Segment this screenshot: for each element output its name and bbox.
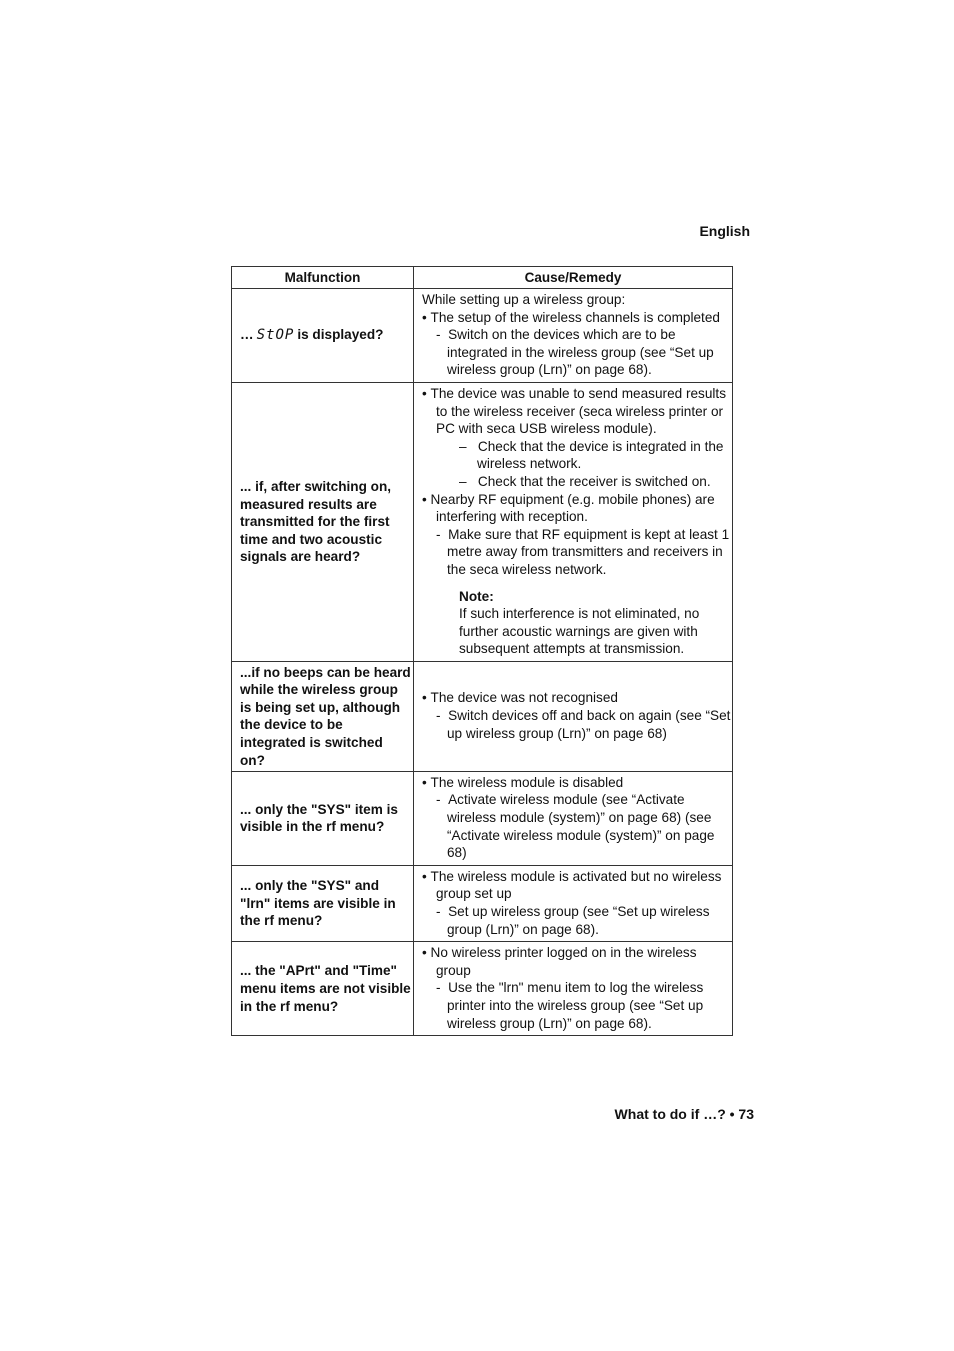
malfunction-cell: ...if no beeps can be heard while the wireless group is being set up, although the device to be integrated is switched on? xyxy=(232,661,414,771)
note-text: If such interference is not eliminated, no further acoustic warnings are given with subsequent attempts at transmission. xyxy=(459,606,700,657)
table-row xyxy=(232,865,733,941)
page-language-label: English xyxy=(699,223,750,239)
note-title: Note: xyxy=(459,588,494,604)
table-row xyxy=(232,382,733,661)
note-box xyxy=(422,588,732,658)
page-footer: What to do if …? • 73 xyxy=(614,1106,754,1122)
malfunction-prefix: … xyxy=(240,327,254,343)
table-row xyxy=(232,771,733,865)
remedy-cell xyxy=(414,942,733,1036)
malfunction-cell: ... only the "SYS" item is visible in the rf menu? xyxy=(232,771,414,865)
table-row xyxy=(232,942,733,1036)
remedy-step: - Use the "lrn" menu item to log the wireless printer into the wireless group (see “Set up wireless group (Lrn)” on page 68). xyxy=(422,979,732,1032)
cause-bullet: • The device was unable to send measured results to the wireless receiver (seca wireless printer or PC with seca USB wireless module). xyxy=(422,385,732,438)
cause-bullet: • The device was not recognised xyxy=(422,689,732,707)
remedy-cell xyxy=(414,661,733,771)
display-code: StOP xyxy=(256,327,295,344)
malfunction-cell: ... only the "SYS" and "lrn" items are visible in the rf menu? xyxy=(232,865,414,941)
remedy-cell xyxy=(414,289,733,383)
remedy-intro: While setting up a wireless group: xyxy=(422,292,626,307)
remedy-cell xyxy=(414,382,733,661)
remedy-check: – Check that the device is integrated in the wireless network. xyxy=(422,438,732,473)
troubleshooting-table xyxy=(231,266,733,1036)
remedy-step: - Activate wireless module (see “Activate wireless module (system)” on page 68) (see “Activate wireless module (system)” on page 68) xyxy=(422,791,732,861)
remedy-step: - Set up wireless group (see “Set up wireless group (Lrn)” on page 68). xyxy=(422,903,732,938)
malfunction-cell xyxy=(232,289,414,383)
remedy-cell xyxy=(414,771,733,865)
remedy-step: - Make sure that RF equipment is kept at least 1 metre away from transmitters and receivers in the seca wireless network. xyxy=(422,526,732,579)
table-header-row xyxy=(232,267,733,289)
malfunction-text: is displayed? xyxy=(297,327,384,343)
cause-bullet: • The wireless module is disabled xyxy=(422,774,732,792)
malfunction-cell: ... the "APrt" and "Time" menu items are not visible in the rf menu? xyxy=(232,942,414,1036)
cause-bullet: • The setup of the wireless channels is completed xyxy=(422,309,732,327)
remedy-cell xyxy=(414,865,733,941)
malfunction-cell: ... if, after switching on, measured results are transmitted for the first time and two acoustic signals are heard? xyxy=(232,382,414,661)
cause-bullet: • The wireless module is activated but no wireless group set up xyxy=(422,868,732,903)
remedy-step: - Switch devices off and back on again (see “Set up wireless group (Lrn)” on page 68) xyxy=(422,707,732,742)
table-row xyxy=(232,289,733,383)
remedy-check: – Check that the receiver is switched on. xyxy=(422,473,732,491)
remedy-step: - Switch on the devices which are to be integrated in the wireless group (see “Set up wireless group (Lrn)” on page 68). xyxy=(422,326,732,379)
column-header-malfunction: Malfunction xyxy=(232,267,414,289)
table-row xyxy=(232,661,733,771)
column-header-cause-remedy: Cause/Remedy xyxy=(414,267,733,289)
cause-bullet: • No wireless printer logged on in the wireless group xyxy=(422,944,732,979)
cause-bullet: • Nearby RF equipment (e.g. mobile phones) are interfering with reception. xyxy=(422,491,732,526)
